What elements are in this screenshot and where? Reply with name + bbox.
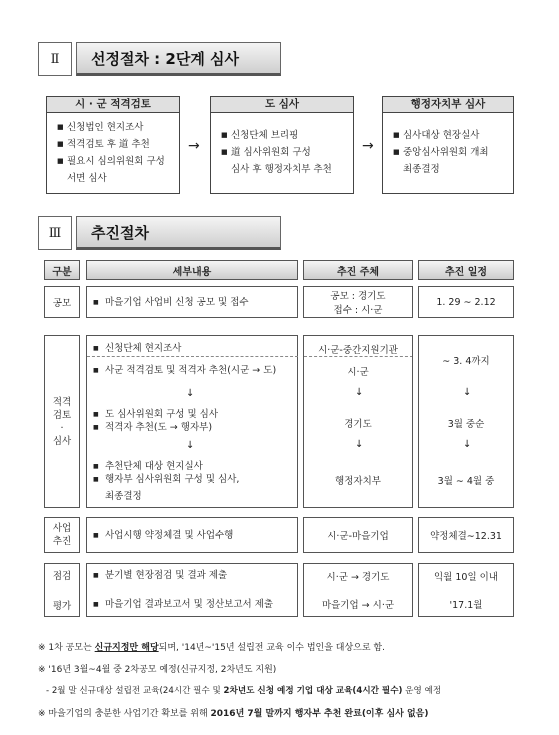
footnote xyxy=(46,684,441,696)
stage-item: ■ 중앙심사위원회 개최 xyxy=(393,144,507,161)
stage-item: ■ 적격검토 후 道 추천 xyxy=(57,136,173,153)
category-text: · xyxy=(60,422,64,434)
row-schedule: 1. 29 ∼ 2.12 xyxy=(418,286,514,318)
row-category xyxy=(44,517,80,553)
category-text: 평가 xyxy=(52,601,72,612)
row-detail: ■ 마을기업 사업비 신청 공모 및 접수 xyxy=(87,296,249,309)
stage-item: ■ 필요시 심의위원회 구성 xyxy=(57,153,173,170)
row-detail: ■ 도 심사위원회 구성 및 심사 xyxy=(87,408,218,421)
category-text: 적격 xyxy=(52,396,72,408)
row-schedule: 약정체결∼12.31 xyxy=(418,517,514,553)
stage-box-province xyxy=(210,96,354,194)
stage-box-city xyxy=(46,96,180,194)
arrow-right-icon: → xyxy=(362,138,374,154)
note-emphasis: 2016년 7월 말까지 행자부 추천 완료(이후 심사 없음) xyxy=(210,709,429,719)
note-emphasis: 신규지정만 해당 xyxy=(94,643,159,653)
stage-item-cont: 심사 후 행정자치부 추천 xyxy=(231,164,332,175)
row-detail: ■ 적격자 추천(도 → 행자부) xyxy=(87,421,212,434)
note-text: - 2월 말 신규대상 설립전 교육(24시간 필수 및 xyxy=(46,686,224,696)
arrow-down-icon: ↓ xyxy=(186,388,195,399)
row-actor xyxy=(303,563,413,617)
actor-text: 행정자치부 xyxy=(335,476,381,487)
footnote xyxy=(38,640,385,653)
table-header: 구분 xyxy=(44,260,80,280)
stage-title: 도 심사 xyxy=(211,97,353,113)
actor-text: 경기도 xyxy=(344,419,372,430)
actor-text: 공모 : 경기도 xyxy=(330,291,386,302)
stage-item: ■ 심사대상 현장실사 xyxy=(393,127,507,144)
table-header: 추진 주체 xyxy=(303,260,413,280)
section-title: 추진절차 xyxy=(76,216,281,250)
schedule-text: ∼ 3. 4까지 xyxy=(442,356,490,367)
category-text: 추진 xyxy=(52,536,72,547)
schedule-text: 3월 ∼ 4월 중 xyxy=(437,476,495,487)
row-detail: ■ 추천단체 대상 현지실사 xyxy=(87,460,203,473)
stage-box-ministry xyxy=(382,96,514,194)
row-actor xyxy=(303,286,413,318)
section-title: 선정절차 : 2단계 심사 xyxy=(76,42,281,76)
stage-item: ■ 신청단체 브리핑 xyxy=(221,127,347,144)
row-actor: 시·군-마을기업 xyxy=(303,517,413,553)
actor-text: 마을기업 → 시·군 xyxy=(321,600,395,611)
section-number: Ⅲ xyxy=(38,216,72,250)
stage-title: 시 · 군 적격검토 xyxy=(47,97,179,113)
section-2-header xyxy=(38,42,281,76)
footnote: ※ '16년 3월~4월 중 2차공모 예정(신규지정, 2차년도 지원) xyxy=(38,665,277,675)
stage-title: 행정자치부 심사 xyxy=(383,97,513,113)
table-row xyxy=(86,563,298,617)
note-emphasis: 2차년도 신청 예정 기업 대상 교육(4시간 필수) xyxy=(223,686,403,696)
row-detail: ■ 사군 적격검토 및 적격자 추천(시군 → 도) xyxy=(87,364,276,377)
stage-item-cont: 서면 심사 xyxy=(67,173,107,184)
row-schedule xyxy=(418,563,514,617)
schedule-text: 3월 중순 xyxy=(447,419,485,430)
stage-item: ■ 道 심사위원회 구성 xyxy=(221,144,347,161)
row-detail: ■ 행자부 심사위원회 구성 및 심사, xyxy=(87,473,239,486)
schedule-text: 익월 10일 이내 xyxy=(433,572,498,583)
table-row xyxy=(86,286,298,318)
category-text: 검토 xyxy=(52,409,72,421)
actor-text: 접수 : 시·군 xyxy=(333,305,383,316)
arrow-down-icon: ↓ xyxy=(463,387,472,398)
arrow-down-icon: ↓ xyxy=(355,439,364,450)
note-text: 운영 예정 xyxy=(402,686,442,696)
row-category xyxy=(44,563,80,617)
table-row xyxy=(86,335,298,508)
section-number: Ⅱ xyxy=(38,42,72,76)
actor-text: 시·군 xyxy=(347,367,369,378)
divider xyxy=(87,356,298,357)
table-header: 세부내용 xyxy=(86,260,298,280)
note-text: ※ 마을기업의 충분한 사업기간 확보를 위해 xyxy=(38,709,211,719)
row-detail: ■ 신청단체 현지조사 xyxy=(87,342,181,355)
note-text: 되며, '14년~'15년 설립전 교육 이수 법인을 대상으로 함. xyxy=(158,643,385,653)
section-3-header xyxy=(38,216,281,250)
arrow-down-icon: ↓ xyxy=(355,387,364,398)
row-detail: ■ 분기별 현장점검 및 결과 제출 xyxy=(87,569,227,582)
row-schedule xyxy=(418,335,514,508)
row-category: 공모 xyxy=(44,286,80,318)
stage-item-cont: 최종결정 xyxy=(403,164,440,175)
arrow-down-icon: ↓ xyxy=(186,440,195,451)
table-header: 추진 일정 xyxy=(418,260,514,280)
schedule-text: '17.1월 xyxy=(449,600,483,611)
category-text: 심사 xyxy=(52,435,72,447)
stage-item: ■ 신청법인 현지조사 xyxy=(57,119,173,136)
row-detail: ■ 사업시행 약정체결 및 사업수행 xyxy=(87,529,233,542)
row-detail-cont: 최종결정 xyxy=(105,491,142,502)
category-text: 점검 xyxy=(52,571,72,582)
footnote xyxy=(38,706,428,719)
row-detail: ■ 마을기업 결과보고서 및 정산보고서 제출 xyxy=(87,598,273,611)
actor-text: 시·군-중간지원기관 xyxy=(318,345,398,356)
arrow-down-icon: ↓ xyxy=(463,439,472,450)
note-text: ※ 1차 공모는 xyxy=(38,643,95,653)
actor-text: 시·군 → 경기도 xyxy=(326,572,390,583)
row-category xyxy=(44,335,80,508)
row-actor xyxy=(303,335,413,508)
table-row xyxy=(86,517,298,553)
arrow-right-icon: → xyxy=(188,138,200,154)
category-text: 사업 xyxy=(52,523,72,534)
